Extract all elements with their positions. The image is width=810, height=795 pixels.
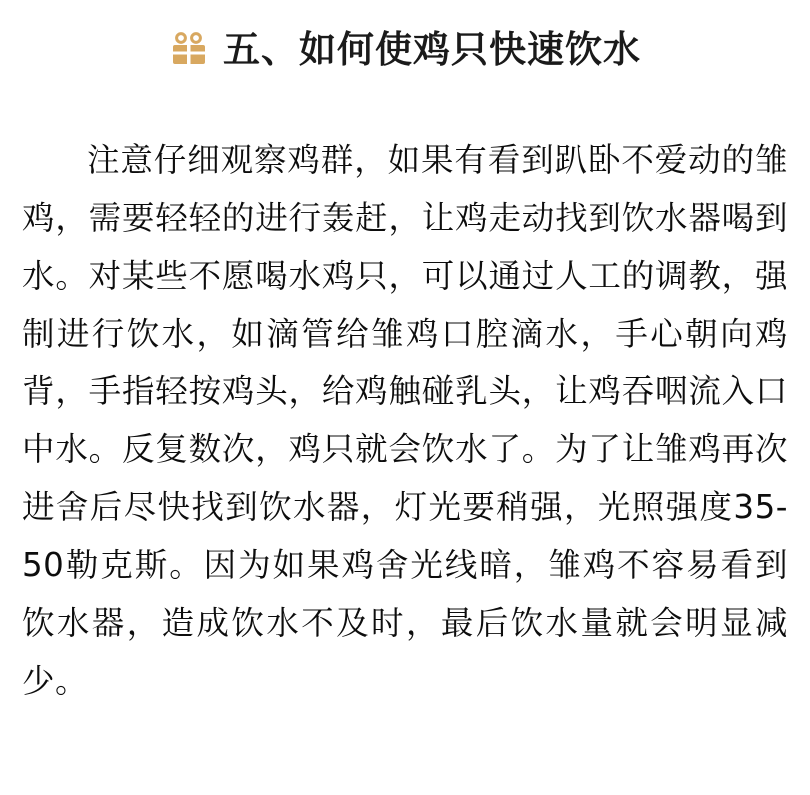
document-page <box>0 20 810 795</box>
film-clapper-icon <box>169 30 209 70</box>
page-title: 五、如何使鸡只快速饮水 <box>223 27 641 71</box>
section-heading <box>0 20 810 80</box>
article-paragraph: 注意仔细观察鸡群，如果有看到趴卧不爱动的雏鸡，需要轻轻的进行轰赶，让鸡走动找到饮水器喝到水。对某些不愿喝水鸡只，可以通过人工的调教，强制进行饮水，如滴管给雏鸡口腔滴水，手心朝向鸡背，手指轻按鸡头，给鸡触碰乳头，让鸡吞咽流入口中水。反复数次，鸡只就会饮水了。为了让雏鸡再次进舍后尽快找到饮水器，灯光要稍强，光照强度35-50勒克斯。因为如果鸡舍光线暗，雏鸡不容易看到饮水器，造成饮水不及时，最后饮水量就会明显减少。 <box>22 141 788 700</box>
